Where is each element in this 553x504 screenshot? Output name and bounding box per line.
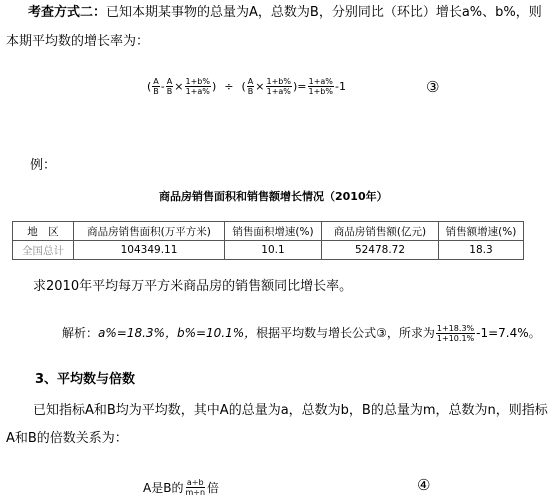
formula-4-prefix: A是B的 (143, 480, 184, 495)
frac-den: 1+10.1% (436, 333, 475, 343)
question-text: 求2010年平均每万平方米商品房的销售额同比增长率。 (33, 279, 353, 294)
example-label: 例： (30, 158, 57, 173)
table-cell: 52478.72 (322, 241, 439, 260)
formula-paren-close-2: ) (293, 79, 298, 93)
table-cell: 10.1 (225, 241, 322, 260)
frac-den: 1+a% (266, 86, 291, 96)
frac-num: A (153, 76, 159, 86)
section-3-line1: 已知指标A和B均为平均数，其中A的总量为a，总数为b，B的总量为m，总数为n，则指标 (33, 403, 548, 418)
fraction-a-over-b (152, 77, 160, 96)
frac-num: 1+b% (266, 76, 291, 86)
formula-4-suffix: 倍 (207, 480, 220, 495)
table-header-cell: 地 区 (13, 222, 74, 241)
fraction-result (308, 77, 334, 96)
minus-one: -1 (335, 79, 346, 93)
table-row (13, 241, 524, 260)
table-header-row (13, 222, 524, 241)
section-3-heading: 3、平均数与倍数 (35, 372, 136, 387)
frac-den: 1+a% (185, 86, 210, 96)
table-cell-region: 全国总计 (13, 241, 74, 260)
solution-label: 解析： (62, 326, 99, 340)
formula-4-fraction (184, 478, 206, 497)
circled-number-3: ③ (426, 78, 440, 96)
frac-den: B (247, 86, 254, 96)
section-3-line2: A和B的倍数关系为： (6, 431, 128, 446)
table-header-cell: 商品房销售面积(万平方米) (74, 222, 225, 241)
solution-line (62, 320, 541, 346)
formula-paren-close: ) (211, 79, 217, 93)
solution-a: a%=18.3%， (98, 326, 177, 340)
minus-sign: - (160, 79, 165, 93)
table-cell: 18.3 (439, 241, 524, 260)
fraction-a-over-b-2 (166, 77, 174, 96)
frac-num: A (166, 76, 173, 86)
method-paragraph-line1 (28, 2, 542, 24)
frac-den: B (153, 86, 159, 96)
formula-3-marker (426, 77, 439, 96)
sales-table (12, 221, 524, 260)
method-title: 考查方式二： (28, 5, 107, 20)
divide-sign: ÷ (224, 79, 234, 93)
table-header-cell: 销售面积增速(%) (225, 222, 322, 241)
solution-mid: 根据平均数与增长公式③，所求为 (256, 326, 435, 340)
frac-num: 1+a% (308, 76, 333, 86)
table-header-cell: 销售额增速(%) (439, 222, 524, 241)
frac-num: A (247, 76, 254, 86)
frac-den: 1+b% (308, 86, 333, 96)
frac-num: 1+b% (185, 76, 210, 86)
times-sign-2: × (255, 79, 265, 93)
solution-result: -1=7.4%。 (476, 326, 541, 340)
formula-4 (143, 474, 219, 500)
table-title: 商品房销售面积和销售额增长情况（2010年） (159, 190, 388, 203)
method-text-line2: 本期平均数的增长率为： (6, 34, 150, 49)
formula-paren-open-2: ( (241, 79, 246, 93)
times-sign: × (174, 79, 184, 93)
method-text-line1: 已知本期某事物的总量为A，总数为B，分别同比（环比）增长a%、b%，则 (106, 5, 542, 20)
formula-3 (147, 71, 346, 101)
solution-fraction (436, 324, 475, 343)
formula-paren-open: ( (147, 79, 152, 93)
fraction-a-over-b-3 (247, 77, 255, 96)
fraction-growth-2 (266, 77, 292, 96)
frac-num: 1+18.3% (436, 323, 475, 333)
frac-den: m÷n (185, 487, 206, 497)
circled-number-4: ④ (417, 476, 431, 494)
table-cell: 104349.11 (74, 241, 225, 260)
frac-den: B (166, 86, 173, 96)
fraction-growth-1 (185, 77, 211, 96)
table-header-cell: 商品房销售额(亿元) (322, 222, 439, 241)
solution-b: b%=10.1%， (176, 326, 257, 340)
frac-num: a÷b (186, 477, 204, 487)
equals-sign: = (297, 79, 307, 93)
